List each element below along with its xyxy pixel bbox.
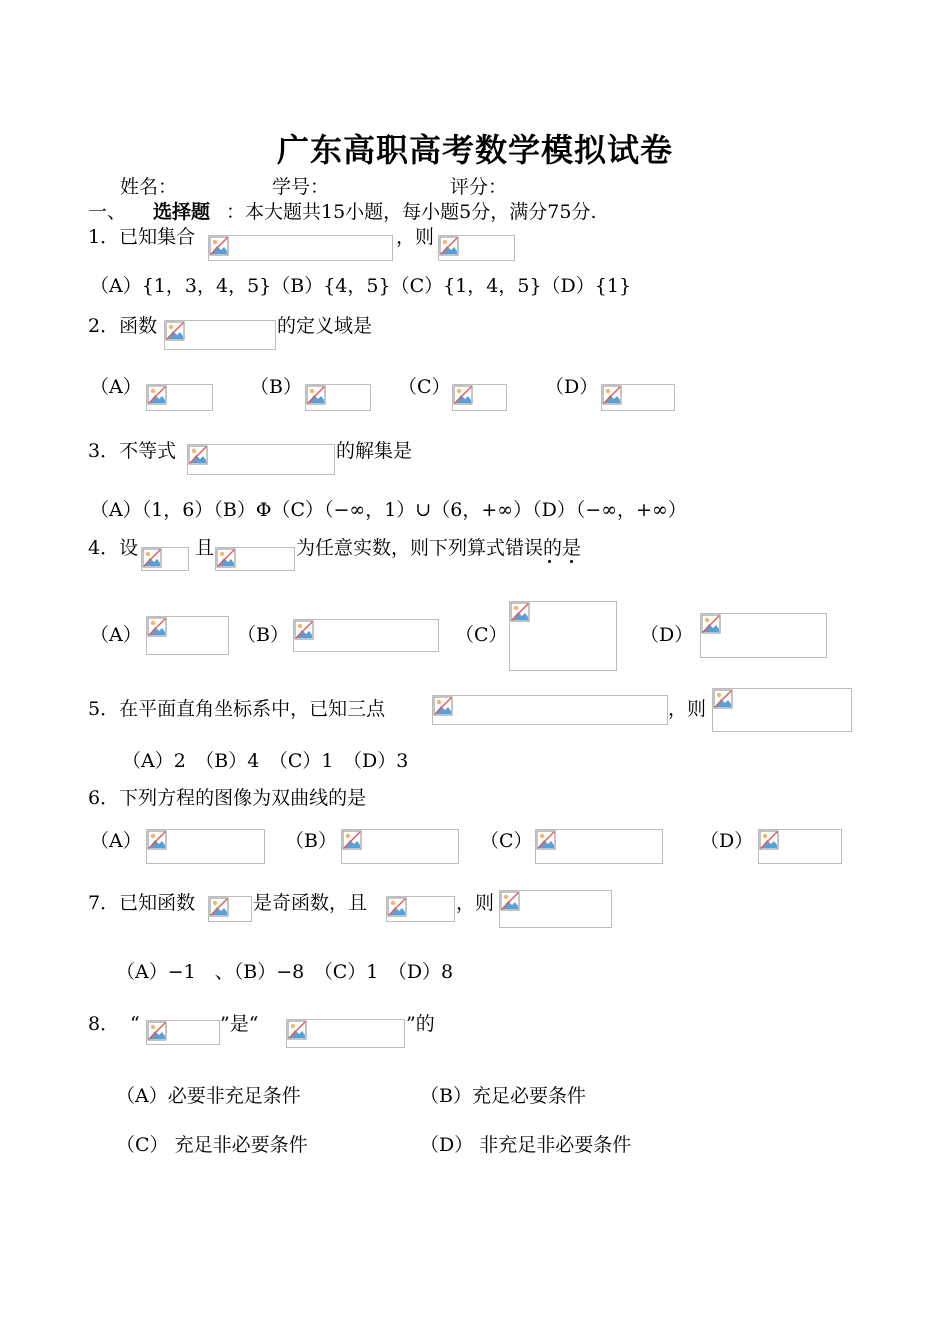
page-title: 广东高职高考数学模拟试卷 [276,131,673,169]
section-description: ：本大题共15小题，每小题5分，满分75分. [226,201,597,223]
q2-option-c-image [452,384,507,411]
q4-option-b-image [293,619,439,652]
q1-formula-image [208,235,393,261]
q2-option-d-image [601,384,675,411]
q5-options: （A）2 （B）4 （C）1 （D）3 [122,750,409,772]
q2-tail: 的定义域是 [277,315,373,337]
q1-answer-image [438,235,515,261]
q6-option-b: （B） [285,830,337,852]
q6-option-c: （C） [480,830,533,852]
q8-option-c: （C） 充足非必要条件 [116,1134,308,1156]
q8-option-b: （B）充足必要条件 [420,1085,586,1107]
q2-option-d: （D） [545,376,599,398]
q2-formula-image [164,320,276,350]
q1-mid: ，则 [396,226,435,248]
q6-option-b-image [341,829,459,864]
q4-tail: 为任意实数，则下列算式错误的是 [296,537,582,559]
q2-stem: 2．函数 [88,315,158,337]
q2-option-b: （B） [250,376,302,398]
q2-option-c: （C） [398,376,451,398]
q3-formula-image [187,444,335,475]
q7-answer-image [499,890,612,928]
student-id-label: 学号： [272,176,330,198]
q4-stem: 4．设 [88,537,139,559]
q4-option-a-image [146,616,229,655]
q4-option-c-image [509,601,617,671]
q8-mid: ”是“ [220,1013,259,1035]
q5-answer-image [712,688,852,732]
q4-option-c: （C） [455,624,508,646]
q2-option-a: （A） [90,376,142,398]
q4-formula-image-1 [141,547,189,571]
q5-mid: ，则 [668,698,707,720]
score-label: 评分： [450,176,508,198]
q8-option-a: （A）必要非充足条件 [116,1085,301,1107]
section-number: 一、 [88,201,127,223]
q7-mid: 是奇函数，且 [253,892,368,914]
q2-option-b-image [305,384,371,411]
q4-option-a: （A） [90,624,142,646]
q8-option-d: （D） 非充足非必要条件 [420,1134,632,1156]
q8-end: ”的 [406,1013,435,1035]
q8-number: 8． [88,1013,120,1035]
q4-formula-image-2 [215,547,295,571]
q7-formula-image [208,896,252,922]
q8-condition-image-1 [146,1020,220,1045]
q7-options: （A）−1 、（B）−8 （C）1 （D）8 [116,961,454,983]
q2-option-a-image [146,384,213,411]
q6-option-a: （A） [90,830,142,852]
q5-formula-image [432,695,668,725]
q6-option-a-image [146,829,265,864]
q1-options: （A）{1，3，4，5}（B）{4，5}（C）{1，4，5}（D）{1} [90,275,632,297]
q3-tail: 的解集是 [336,440,413,462]
q3-stem: 3．不等式 [88,440,177,462]
name-label: 姓名： [120,176,178,198]
q6-stem: 6．下列方程的图像为双曲线的是 [88,787,367,809]
q5-stem: 5．在平面直角坐标系中，已知三点 [88,698,386,720]
q7-mid2: ，则 [456,892,495,914]
q4-option-d: （D） [640,624,694,646]
q6-option-d-image [758,829,842,864]
q6-option-c-image [535,829,663,864]
q7-stem: 7．已知函数 [88,892,196,914]
q6-option-d: （D） [700,830,754,852]
q8-open-quote: “ [130,1013,140,1035]
q4-option-b: （B） [237,624,289,646]
q1-stem: 1．已知集合 [88,226,196,248]
q7-condition-image [386,896,455,922]
q8-condition-image-2 [286,1019,405,1048]
q4-option-d-image [700,613,827,658]
emphasis-dot [570,560,573,563]
q4-mid: 且 [195,537,215,559]
emphasis-dot [548,560,551,563]
q3-options: （A）（1，6）（B）Φ（C）（−∞，1）∪（6，+∞）（D）（−∞，+∞） [90,499,687,521]
section-name: 选择题 [153,201,211,223]
